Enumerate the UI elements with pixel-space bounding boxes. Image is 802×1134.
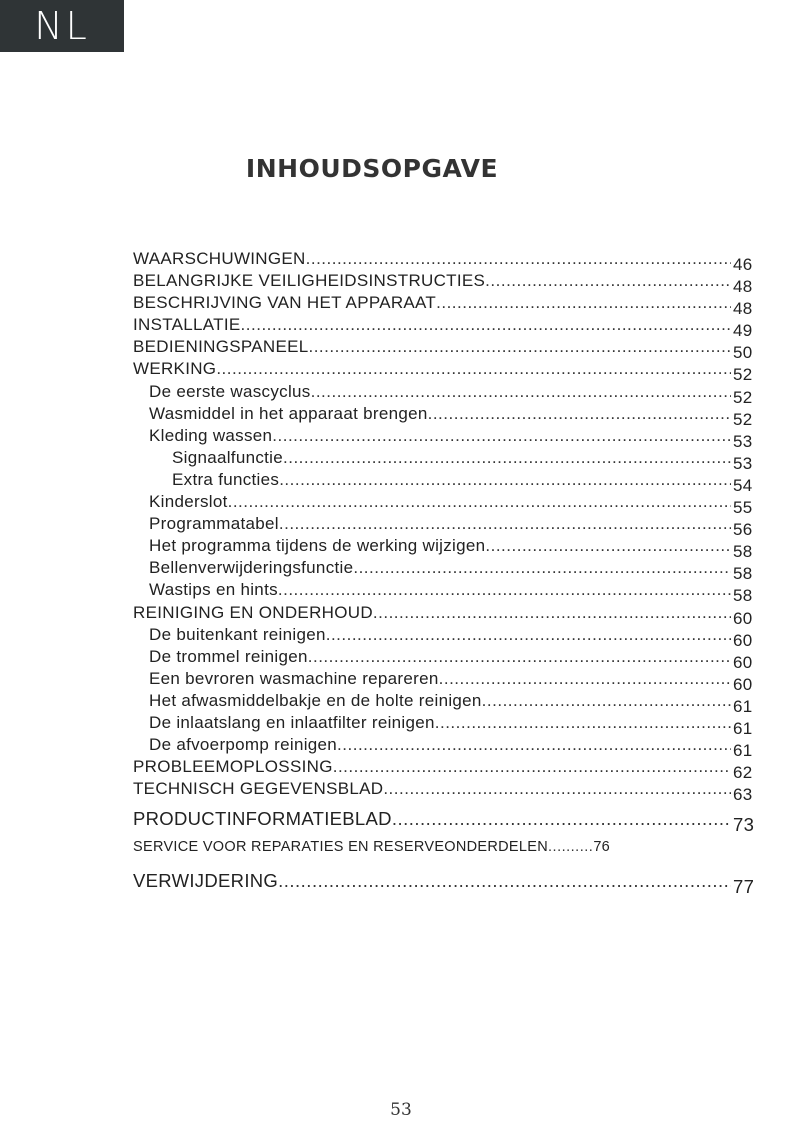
toc-entry-page: 61	[733, 696, 753, 716]
toc-entry[interactable]	[133, 558, 758, 584]
toc-entry-label: BELANGRIJKE VEILIGHEIDSINSTRUCTIES	[133, 271, 486, 291]
toc-entry-label: BESCHRIJVING VAN HET APPARAAT	[133, 293, 437, 313]
toc-leader-dots	[482, 691, 731, 711]
toc-entry-label: Bellenverwijderingsfunctie	[149, 558, 354, 578]
toc-entry-label: PRODUCTINFORMATIEBLAD	[133, 808, 392, 830]
toc-entry[interactable]	[133, 249, 758, 274]
toc-leader-dots	[283, 448, 731, 468]
toc-entry-page: 46	[733, 255, 753, 274]
toc-entry-page: 54	[733, 475, 753, 495]
toc-entry-page: 50	[733, 343, 753, 363]
toc-entry-label: Wasmiddel in het apparaat brengen	[149, 403, 428, 423]
toc-entry-label: De trommel reinigen	[149, 646, 308, 666]
toc-leader-dots	[216, 359, 731, 379]
toc-entry[interactable]	[133, 779, 758, 805]
toc-entry-page: 63	[733, 785, 753, 805]
toc-entry[interactable]	[133, 809, 758, 837]
toc-entry[interactable]	[133, 646, 758, 672]
toc-entry-page: 62	[733, 763, 753, 783]
toc-entry[interactable]	[133, 837, 758, 863]
toc-leader-dots	[373, 603, 731, 623]
toc-entry-page: 53	[733, 453, 753, 473]
toc-entry-page: 58	[733, 586, 753, 606]
toc-entry[interactable]	[133, 315, 758, 341]
toc-entry[interactable]	[133, 514, 758, 540]
toc-entry-page: 55	[733, 498, 753, 518]
toc-entry-page: 60	[733, 630, 753, 650]
toc-entry-page: 53	[733, 431, 753, 451]
toc-entry[interactable]	[133, 271, 758, 297]
toc-entry-page: 60	[733, 652, 753, 672]
toc-leader-dots	[306, 249, 731, 269]
toc-entry[interactable]	[133, 359, 758, 385]
toc-entry-label: Kleding wassen	[149, 425, 273, 445]
toc-entry[interactable]	[133, 381, 758, 407]
toc-leader-dots	[241, 315, 731, 335]
toc-entry-page: 61	[733, 718, 753, 738]
toc-entry-label: WAARSCHUWINGEN	[133, 249, 306, 268]
toc-entry-label: PROBLEEMOPLOSSING	[133, 757, 333, 777]
toc-entry[interactable]	[133, 403, 758, 429]
toc-entry[interactable]	[133, 425, 758, 451]
toc-entry-label: WERKING	[133, 359, 217, 379]
toc-leader-dots	[279, 470, 731, 490]
page-title: INHOUDSOPGAVE	[245, 154, 499, 183]
toc-leader-dots	[383, 779, 731, 799]
toc-entry[interactable]	[133, 757, 758, 783]
toc-entry[interactable]	[133, 580, 758, 606]
toc-entry-label: REINIGING EN ONDERHOUD	[133, 602, 373, 622]
toc-leader-dots	[326, 625, 731, 645]
toc-leader-dots	[337, 735, 731, 755]
toc-entry-label: Wastips en hints	[149, 580, 278, 600]
toc-entry-page: 73	[733, 814, 755, 836]
toc-leader-dots	[439, 669, 731, 689]
toc-entry-page: 52	[733, 365, 753, 385]
toc-leader-dots	[278, 580, 731, 600]
toc-entry-page: 52	[733, 409, 753, 429]
toc-entry[interactable]	[133, 712, 758, 738]
toc-entry[interactable]	[133, 871, 758, 899]
toc-entry[interactable]	[133, 668, 758, 694]
toc-leader-dots	[228, 492, 731, 512]
toc-entry[interactable]	[133, 735, 758, 761]
toc-leader-dots	[435, 713, 731, 733]
toc-entry-label: SERVICE VOOR REPARATIES EN RESERVEONDERDELEN	[133, 839, 549, 856]
toc-entry-page: 56	[733, 520, 753, 540]
toc-leader-dots	[392, 809, 731, 829]
toc-entry-label: Signaalfunctie	[172, 447, 283, 467]
toc-entry-page: 77	[733, 876, 755, 898]
toc-entry-label: Extra functies	[172, 469, 280, 489]
toc-entry-page: 61	[733, 741, 753, 761]
toc-leader-dots	[311, 382, 731, 402]
toc-entry[interactable]	[133, 690, 758, 716]
toc-entry-label: Programmatabel	[149, 514, 279, 534]
toc-leader-dots	[308, 337, 731, 357]
toc-entry-label: VERWIJDERING	[133, 870, 279, 892]
toc-entry-page: 60	[733, 674, 753, 694]
toc-entry-label: BEDIENINGSPANEEL	[133, 337, 309, 357]
toc-entry-label: Het afwasmiddelbakje en de holte reinigen	[149, 690, 482, 710]
toc-leader-dots	[308, 647, 731, 667]
toc-entry-label: Het programma tijdens de werking wijzigen	[149, 536, 486, 556]
toc-leader-dots	[436, 293, 731, 313]
toc-entry-label: De eerste wascyclus	[149, 381, 311, 401]
toc-entry[interactable]	[133, 293, 758, 319]
toc-entry-label: INSTALLATIE	[133, 315, 241, 335]
toc-leader-dots	[333, 757, 731, 777]
toc-entry[interactable]	[133, 536, 758, 562]
toc-entry[interactable]	[133, 602, 758, 628]
page-number: 53	[390, 1100, 412, 1120]
toc-entry-page: 48	[733, 277, 753, 297]
toc-leader-dots	[278, 871, 731, 891]
toc-entry[interactable]	[133, 469, 758, 495]
toc-entry[interactable]	[133, 447, 758, 473]
toc-entry-label: De buitenkant reinigen	[149, 624, 326, 644]
toc-leader-dots	[485, 271, 731, 291]
toc-entry-page: 49	[733, 321, 753, 341]
table-of-contents	[133, 249, 758, 899]
toc-leader-dots	[272, 426, 731, 446]
toc-entry-label: De inlaatslang en inlaatfilter reinigen	[149, 712, 435, 732]
toc-entry-page: 58	[733, 542, 753, 562]
toc-leader-dots	[428, 404, 731, 424]
toc-entry-page: 58	[733, 564, 753, 584]
toc-leader-dots	[279, 514, 731, 534]
toc-entry[interactable]	[133, 492, 758, 518]
toc-leader-dots	[485, 536, 731, 556]
toc-entry-label: TECHNISCH GEGEVENSBLAD	[133, 779, 384, 799]
toc-entry-label: De afvoerpomp reinigen	[149, 735, 338, 755]
toc-leader-dots	[548, 837, 593, 857]
toc-entry[interactable]	[133, 337, 758, 363]
toc-entry-page: 52	[733, 387, 753, 407]
toc-entry-page: 48	[733, 299, 753, 319]
toc-entry-page: 60	[733, 608, 753, 628]
toc-entry-label: Kinderslot	[149, 492, 228, 512]
toc-leader-dots	[353, 558, 731, 578]
toc-entry-label: Een bevroren wasmachine repareren	[149, 668, 439, 688]
language-tab: NL	[0, 0, 124, 52]
toc-entry[interactable]	[133, 624, 758, 650]
toc-entry-page: 76	[593, 839, 611, 856]
